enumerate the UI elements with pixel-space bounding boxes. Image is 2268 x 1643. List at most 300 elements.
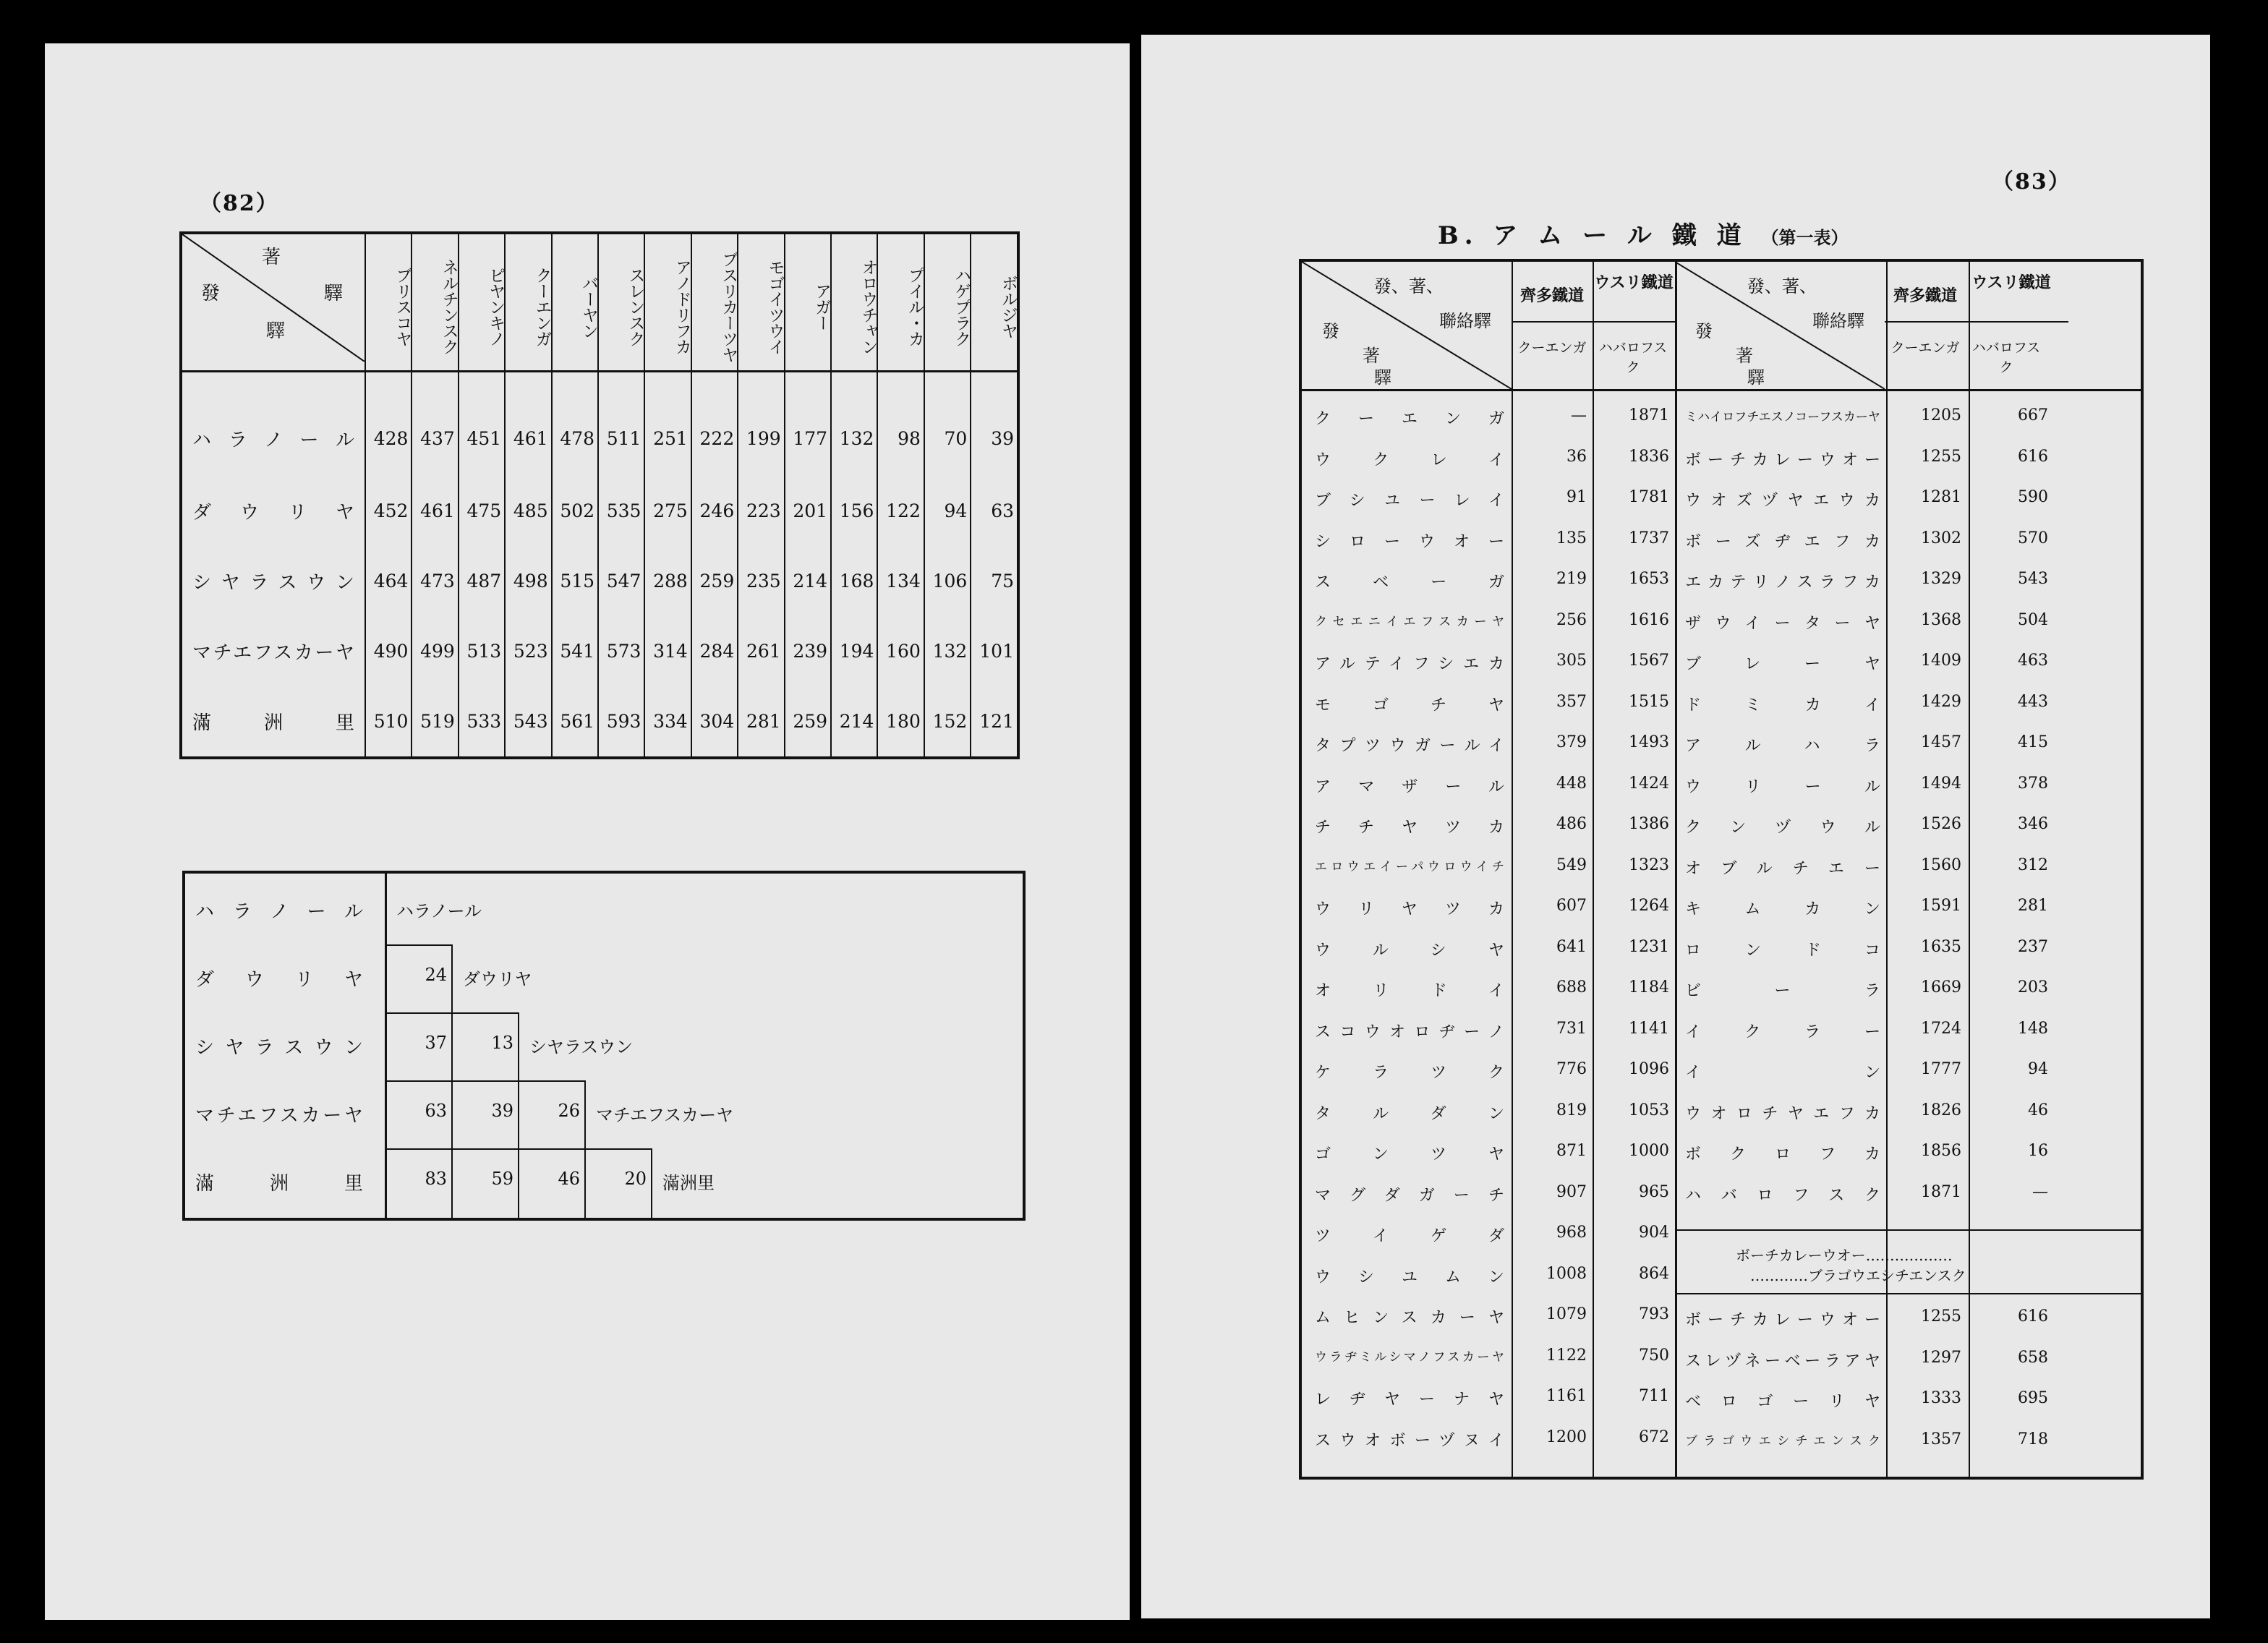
note-line <box>1675 1293 2141 1294</box>
distance-cell: 490 <box>365 616 412 686</box>
distance-cell: 259 <box>691 546 738 616</box>
distance-cell: 132 <box>924 616 971 686</box>
distance-cell: 965 <box>1639 1182 1669 1201</box>
diagonal-label: ダウリヤ <box>463 969 532 989</box>
distance-cell: 312 <box>2018 855 2048 874</box>
distance-cell: 281 <box>2018 897 2048 915</box>
distance-cell: 1096 <box>1629 1060 1669 1078</box>
column-header: オロウチャン <box>831 233 877 372</box>
distance-cell: 533 <box>459 686 505 758</box>
station-name: レヂヤーナヤ <box>1315 1391 1504 1409</box>
station-name: イクラー <box>1685 1023 1880 1041</box>
corner-right: 聯絡驛 <box>1812 311 1864 331</box>
table-body <box>181 372 1018 759</box>
distance-cell: 284 <box>691 616 738 686</box>
step-line <box>385 1012 518 1014</box>
station-name: シローウオー <box>1315 532 1504 551</box>
distance-cell: 1255 <box>1921 1307 1961 1326</box>
distance-cell: 1323 <box>1629 855 1669 874</box>
distance-cell: 16 <box>2028 1142 2048 1160</box>
distance-cell: 314 <box>644 616 691 686</box>
col1-bottom: クーエンガ <box>1517 340 1587 356</box>
corner-right: 聯絡驛 <box>1439 311 1491 331</box>
station-name: シヤラスウン <box>192 572 354 594</box>
column-header: クーエンガ <box>505 233 551 372</box>
distance-cell: 641 <box>1556 937 1587 956</box>
distance-cell: 261 <box>738 616 784 686</box>
diagonal-label: 滿洲里 <box>662 1173 715 1193</box>
distance-cell: 510 <box>365 686 412 758</box>
distance-cell: 1008 <box>1546 1264 1587 1283</box>
distance-cell: 543 <box>2018 570 2048 588</box>
distance-cell: 219 <box>1556 570 1587 588</box>
station-name: マチエフスカーヤ <box>192 641 354 664</box>
col2-top: ウスリ鐵道 <box>1971 273 2051 292</box>
step-line <box>385 1080 584 1082</box>
distance-cell: 543 <box>505 686 551 758</box>
distance-cell: 451 <box>459 372 505 477</box>
station-name: ロンドコ <box>1685 941 1880 960</box>
distance-cell: 607 <box>1556 897 1587 915</box>
distance-cell: 461 <box>412 476 458 546</box>
distance-cell: 214 <box>785 546 831 616</box>
distance-cell: 98 <box>877 372 924 477</box>
distance-cell: 194 <box>831 616 877 686</box>
column-header: アガー <box>785 233 831 372</box>
step-line <box>385 1148 651 1150</box>
table-row <box>181 476 1018 546</box>
title-text: B. ア ム ー ル 鐵 道 <box>1438 221 1747 250</box>
station-name: ウオロチヤエフカ <box>1685 1104 1880 1123</box>
step-line <box>651 1148 652 1218</box>
station-name: ブレーヤ <box>1685 655 1880 673</box>
column-header: ブリスコヤ <box>365 233 412 372</box>
station-name: ケラツク <box>1315 1064 1504 1082</box>
distance-cell: 1826 <box>1921 1101 1961 1119</box>
distance-cell: 1079 <box>1546 1305 1587 1323</box>
distance-cell: 864 <box>1639 1264 1669 1283</box>
distance-cell: 281 <box>738 686 784 758</box>
distance-cell: 1333 <box>1921 1389 1961 1407</box>
distance-cell: 1836 <box>1629 447 1669 466</box>
station-name: ビーラ <box>1685 982 1880 1000</box>
distance-cell: 819 <box>1556 1101 1587 1119</box>
column-header: スレンスク <box>598 233 644 372</box>
amur-railway-table <box>1299 259 2144 1480</box>
column-header: ネルチンスク <box>412 233 458 372</box>
distance-cell: 203 <box>2018 978 2048 997</box>
distance-cell: 37 <box>425 1033 447 1053</box>
station-name: スウオボーヅヌイ <box>1315 1431 1504 1450</box>
distance-cell: 26 <box>558 1101 580 1121</box>
station-name: エロウエイーパウロウイチ <box>1315 859 1504 874</box>
distance-cell: 776 <box>1556 1060 1587 1078</box>
station-name: ボーチカレーウオー <box>1685 1311 1880 1329</box>
distance-cell: 168 <box>831 546 877 616</box>
page-number: （82） <box>200 191 279 216</box>
station-name: スベーガ <box>1315 573 1504 592</box>
diagonal-label: シヤラスウン <box>529 1037 634 1057</box>
distance-cell: 246 <box>691 476 738 546</box>
station-name: ゴンツヤ <box>1315 1145 1504 1164</box>
station-name: タプツウガールイ <box>1315 737 1504 755</box>
station-name: クーエンガ <box>1315 410 1504 428</box>
distance-cell: 237 <box>2018 937 2048 956</box>
distance-cell: 379 <box>1556 733 1587 751</box>
station-name: ウリヤツカ <box>1315 900 1504 918</box>
distance-cell: 256 <box>1556 610 1587 629</box>
distance-cell: 718 <box>2018 1430 2048 1448</box>
station-name: ウシユムン <box>1315 1268 1504 1286</box>
column-header: ボルジヤ <box>971 233 1018 372</box>
distance-cell: 570 <box>2018 529 2048 547</box>
distance-cell: 378 <box>2018 774 2048 793</box>
table-header-row <box>181 233 1018 372</box>
corner-left: 發 <box>1322 321 1339 341</box>
distance-cell: 667 <box>2018 406 2048 424</box>
distance-cell: 148 <box>2018 1019 2048 1038</box>
distance-cell: 541 <box>552 616 598 686</box>
distance-cell: 519 <box>412 686 458 758</box>
distance-cell: 1429 <box>1921 692 1961 711</box>
station-name: ドミカイ <box>1685 696 1880 714</box>
distance-cell: 1297 <box>1921 1348 1961 1367</box>
table-row <box>181 686 1018 758</box>
distance-table-1 <box>179 231 1020 759</box>
station-name: オリドイ <box>1315 982 1504 1000</box>
distance-cell: — <box>1571 406 1587 424</box>
distance-cell: 695 <box>2018 1389 2048 1407</box>
station-name: 滿洲里 <box>192 712 354 734</box>
station-name: ハバロフスク <box>1685 1186 1880 1205</box>
distance-cell: 672 <box>1639 1428 1669 1446</box>
distance-cell: 1737 <box>1629 529 1669 547</box>
distance-cell: 502 <box>552 476 598 546</box>
title-sub: （第一表） <box>1761 227 1849 248</box>
distance-cell: 1560 <box>1921 855 1961 874</box>
col1-bottom: クーエンガ <box>1890 340 1960 356</box>
corner-top: 著 <box>262 247 281 268</box>
distance-cell: 711 <box>1639 1387 1669 1405</box>
header-sub-line <box>1512 321 1675 323</box>
column-header: ブスリカーツヤ <box>691 233 738 372</box>
station-name: ハラノール <box>192 430 354 452</box>
distance-cell: 415 <box>2018 733 2048 751</box>
distance-cell: 498 <box>505 546 551 616</box>
distance-cell: 1329 <box>1921 570 1961 588</box>
corner-mid: 著 <box>1363 346 1380 366</box>
distance-cell: 1653 <box>1629 570 1669 588</box>
header-line <box>1302 389 2141 391</box>
distance-cell: 487 <box>459 546 505 616</box>
station-name: ウクレイ <box>1315 451 1504 469</box>
column-header: プイル・カ <box>877 233 924 372</box>
distance-cell: 461 <box>505 372 551 477</box>
distance-cell: 871 <box>1556 1142 1587 1160</box>
distance-cell: — <box>2032 1182 2048 1201</box>
distance-cell: 473 <box>412 546 458 616</box>
page-title <box>1438 215 1848 251</box>
distance-cell: 39 <box>491 1101 513 1121</box>
station-name: タルダン <box>1315 1104 1504 1123</box>
distance-cell: 1255 <box>1921 447 1961 466</box>
distance-cell: 1493 <box>1629 733 1669 751</box>
distance-cell: 223 <box>738 476 784 546</box>
distance-cell: 1781 <box>1629 488 1669 506</box>
table-row <box>181 616 1018 686</box>
station-label: ダウリヤ <box>195 969 363 991</box>
distance-cell: 251 <box>644 372 691 477</box>
distance-cell: 1409 <box>1921 652 1961 670</box>
distance-cell: 1357 <box>1921 1430 1961 1448</box>
corner-bottom: 驛 <box>266 320 285 342</box>
station-label: シヤラスウン <box>195 1037 363 1059</box>
distance-cell: 1386 <box>1629 815 1669 833</box>
distance-cell: 1200 <box>1546 1428 1587 1446</box>
distance-cell: 156 <box>831 476 877 546</box>
diagonal-label: マチエフスカーヤ <box>596 1105 734 1125</box>
distance-cell: 214 <box>831 686 877 758</box>
distance-cell: 1205 <box>1921 406 1961 424</box>
column-header: バーヤン <box>552 233 598 372</box>
station-name: ムヒンスカーヤ <box>1315 1309 1504 1327</box>
distance-cell: 63 <box>971 476 1018 546</box>
distance-cell: 1457 <box>1921 733 1961 751</box>
station-name: ベロゴーリヤ <box>1685 1393 1880 1411</box>
distance-cell: 94 <box>2028 1060 2048 1078</box>
station-name: ボーズヂエフカ <box>1685 532 1880 551</box>
column-header: アノドリフカ <box>644 233 691 372</box>
station-name: ミハイロフチエスノコーフスカーヤ <box>1685 410 1880 424</box>
distance-cell: 523 <box>505 616 551 686</box>
station-name: モゴチヤ <box>1315 696 1504 714</box>
distance-cell: 1669 <box>1921 978 1961 997</box>
distance-cell: 1184 <box>1629 978 1669 997</box>
distance-cell: 907 <box>1556 1182 1587 1201</box>
distance-cell: 464 <box>365 546 412 616</box>
left-page <box>45 43 1130 1620</box>
distance-cell: 478 <box>552 372 598 477</box>
col1-top: 齊多鐵道 <box>1519 286 1584 305</box>
header-sub-line <box>1885 321 2068 323</box>
distance-cell: 1264 <box>1629 897 1669 915</box>
station-name: エカテリノスラフカ <box>1685 573 1880 592</box>
distance-cell: 448 <box>1556 774 1587 793</box>
station-name: チチヤツカ <box>1315 819 1504 837</box>
corner-mid: 著 <box>1736 346 1753 366</box>
distance-cell: 357 <box>1556 692 1587 711</box>
distance-cell: 1053 <box>1629 1101 1669 1119</box>
station-name: スレヅネーベーラアヤ <box>1685 1352 1880 1370</box>
distance-cell: 239 <box>785 616 831 686</box>
distance-cell: 1122 <box>1546 1346 1587 1365</box>
distance-cell: 1567 <box>1629 652 1669 670</box>
distance-cell: 39 <box>971 372 1018 477</box>
corner-left: 發 <box>201 283 220 304</box>
distance-cell: 1000 <box>1629 1142 1669 1160</box>
distance-cell: 59 <box>491 1169 513 1189</box>
distance-cell: 91 <box>1566 488 1587 506</box>
distance-cell: 70 <box>924 372 971 477</box>
distance-cell: 616 <box>2018 447 2048 466</box>
table-row <box>181 372 1018 477</box>
station-name: アルハラ <box>1685 737 1880 755</box>
branch-note: ボーチカレーウオー……………… <box>1736 1247 1953 1264</box>
station-name: ダウリヤ <box>192 502 354 524</box>
distance-cell: 561 <box>552 686 598 758</box>
distance-cell: 152 <box>924 686 971 758</box>
distance-cell: 46 <box>2028 1101 2048 1119</box>
distance-table-2 <box>182 871 1026 1221</box>
col1-top: 齊多鐵道 <box>1893 286 1957 305</box>
distance-cell: 904 <box>1639 1224 1669 1242</box>
distance-cell: 437 <box>412 372 458 477</box>
station-name: ボクロフカ <box>1685 1145 1880 1164</box>
station-name: アマザール <box>1315 777 1504 796</box>
distance-cell: 750 <box>1639 1346 1669 1365</box>
distance-cell: 101 <box>971 616 1018 686</box>
distance-cell: 428 <box>365 372 412 477</box>
station-name: アルテイフシエカ <box>1315 655 1504 673</box>
column-header: ピヤンキノ <box>459 233 505 372</box>
distance-cell: 83 <box>425 1169 447 1189</box>
corner-bottom: 驛 <box>1747 367 1765 388</box>
distance-cell: 1515 <box>1629 692 1669 711</box>
station-name: クセエニイエフスカーヤ <box>1315 614 1504 629</box>
distance-cell: 515 <box>552 546 598 616</box>
distance-cell: 20 <box>624 1169 647 1189</box>
station-name: ウルシヤ <box>1315 941 1504 960</box>
distance-cell: 968 <box>1556 1224 1587 1242</box>
distance-cell: 1635 <box>1921 937 1961 956</box>
station-name: スコウオロヂーノ <box>1315 1023 1504 1041</box>
distance-cell: 122 <box>877 476 924 546</box>
distance-cell: 658 <box>2018 1348 2048 1367</box>
distance-cell: 13 <box>491 1033 513 1053</box>
station-label: ハラノール <box>195 901 363 923</box>
station-label: 滿洲里 <box>195 1173 363 1195</box>
distance-cell: 180 <box>877 686 924 758</box>
corner-top: 發、著、 <box>1747 276 1817 296</box>
table-row <box>181 546 1018 616</box>
distance-cell: 160 <box>877 616 924 686</box>
col2-top: ウスリ鐵道 <box>1594 273 1674 292</box>
distance-cell: 1526 <box>1921 815 1961 833</box>
station-name: ウラヂミルシマノフスカーヤ <box>1315 1349 1504 1365</box>
diagonal-label: ハラノール <box>396 901 482 921</box>
distance-cell: 177 <box>785 372 831 477</box>
distance-cell: 499 <box>412 616 458 686</box>
distance-cell: 334 <box>644 686 691 758</box>
distance-cell: 36 <box>1566 447 1587 466</box>
station-name: ブシユーレイ <box>1315 492 1504 510</box>
distance-cell: 485 <box>505 476 551 546</box>
distance-cell: 616 <box>2018 1307 2048 1326</box>
distance-cell: 486 <box>1556 815 1587 833</box>
distance-cell: 1302 <box>1921 529 1961 547</box>
distance-cell: 535 <box>598 476 644 546</box>
station-name: ウオズヅヤエウカ <box>1685 492 1880 510</box>
distance-cell: 134 <box>877 546 924 616</box>
distance-cell: 463 <box>2018 652 2048 670</box>
station-name: ツイゲダ <box>1315 1227 1504 1245</box>
distance-cell: 688 <box>1556 978 1587 997</box>
station-name: ザウイーターヤ <box>1685 614 1880 633</box>
distance-cell: 1424 <box>1629 774 1669 793</box>
distance-cell: 94 <box>924 476 971 546</box>
corner-left: 發 <box>1695 321 1713 341</box>
distance-cell: 46 <box>558 1169 580 1189</box>
station-label: マチエフスカーヤ <box>195 1105 363 1127</box>
distance-cell: 235 <box>738 546 784 616</box>
corner-right: 驛 <box>324 283 343 304</box>
distance-cell: 1368 <box>1921 610 1961 629</box>
distance-cell: 731 <box>1556 1019 1587 1038</box>
distance-cell: 1777 <box>1921 1060 1961 1078</box>
distance-cell: 63 <box>425 1101 447 1121</box>
distance-cell: 304 <box>691 686 738 758</box>
station-name: クンヅウル <box>1685 819 1880 837</box>
distance-cell: 1231 <box>1629 937 1669 956</box>
distance-cell: 593 <box>598 686 644 758</box>
station-name: キムカン <box>1685 900 1880 918</box>
branch-note: …………ブラゴウエシチエンスク <box>1750 1267 1966 1284</box>
distance-cell: 199 <box>738 372 784 477</box>
distance-cell: 1871 <box>1921 1182 1961 1201</box>
distance-cell: 1724 <box>1921 1019 1961 1038</box>
distance-cell: 1141 <box>1629 1019 1669 1038</box>
distance-cell: 75 <box>971 546 1018 616</box>
distance-cell: 793 <box>1639 1305 1669 1323</box>
distance-cell: 590 <box>2018 488 2048 506</box>
table-corner <box>181 233 365 372</box>
station-name: イン <box>1685 1064 1880 1082</box>
distance-cell: 1871 <box>1629 406 1669 424</box>
station-name: ボーチカレーウオー <box>1685 451 1880 469</box>
station-name: マグダガーチ <box>1315 1186 1504 1205</box>
station-name: ブラゴウエシチエンスク <box>1685 1433 1880 1448</box>
distance-cell: 1281 <box>1921 488 1961 506</box>
distance-cell: 443 <box>2018 692 2048 711</box>
corner-top: 發、著、 <box>1374 276 1444 296</box>
distance-cell: 106 <box>924 546 971 616</box>
distance-cell: 201 <box>785 476 831 546</box>
distance-cell: 452 <box>365 476 412 546</box>
distance-cell: 346 <box>2018 815 2048 833</box>
distance-cell: 547 <box>598 546 644 616</box>
note-line <box>1675 1229 2141 1231</box>
column-header: ハゲプラク <box>924 233 971 372</box>
station-name: ウリール <box>1685 777 1880 796</box>
distance-cell: 121 <box>971 686 1018 758</box>
distance-cell: 1591 <box>1921 897 1961 915</box>
distance-cell: 222 <box>691 372 738 477</box>
distance-cell: 275 <box>644 476 691 546</box>
column-line <box>1675 262 1677 1477</box>
distance-cell: 504 <box>2018 610 2048 629</box>
col2-bottom: ハバロフスク <box>1971 340 2041 375</box>
distance-cell: 511 <box>598 372 644 477</box>
distance-cell: 1856 <box>1921 1142 1961 1160</box>
distance-cell: 24 <box>425 965 447 985</box>
corner-bottom: 驛 <box>1374 367 1391 388</box>
distance-cell: 1494 <box>1921 774 1961 793</box>
distance-cell: 1161 <box>1546 1387 1587 1405</box>
distance-cell: 288 <box>644 546 691 616</box>
column-header: モゴイツウイ <box>738 233 784 372</box>
distance-cell: 513 <box>459 616 505 686</box>
distance-cell: 305 <box>1556 652 1587 670</box>
